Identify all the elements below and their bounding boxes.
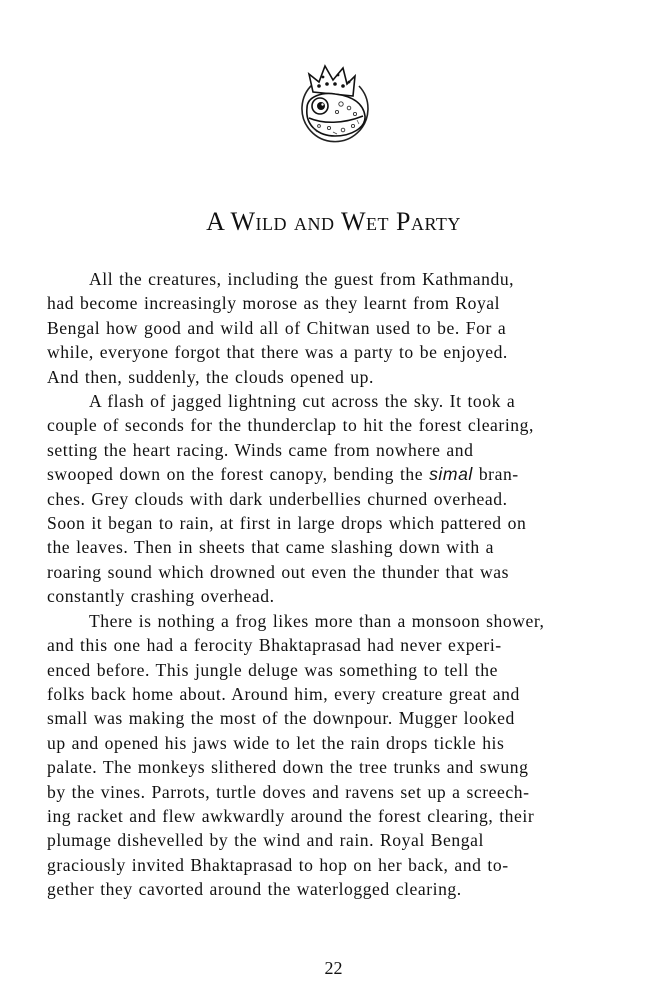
paragraph-2 bbox=[47, 389, 621, 609]
chapter-title: A Wild and Wet Party bbox=[206, 207, 461, 236]
text-line: Bengal how good and wild all of Chitwan used to be. For a bbox=[47, 317, 507, 338]
text-line: had become increasingly morose as they learnt from Royal bbox=[47, 293, 501, 314]
page-number: 22 bbox=[324, 958, 343, 978]
text-line: small was making the most of the downpour. Mugger looked bbox=[47, 708, 515, 729]
text-line: ing racket and flew awkwardly around the forest clearing, their bbox=[47, 805, 535, 826]
text-line: There is nothing a frog likes more than a monsoon shower, bbox=[89, 610, 545, 631]
text-line: A flash of jagged lightning cut across the sky. It took a bbox=[89, 391, 516, 412]
text-line: by the vines. Parrots, turtle doves and ravens set up a screech- bbox=[47, 781, 530, 802]
text-line: enced before. This jungle deluge was something to tell the bbox=[47, 659, 498, 680]
crowned-frog-icon bbox=[293, 62, 375, 152]
text-segment: bran- bbox=[472, 464, 519, 485]
simal-word: simal bbox=[429, 464, 473, 485]
text-line: couple of seconds for the thunderclap to hit the forest clearing, bbox=[47, 415, 534, 436]
text-line: roaring sound which drowned out even the thunder that was bbox=[47, 561, 510, 582]
text-line: graciously invited Bhaktaprasad to hop on her back, and to- bbox=[47, 854, 509, 875]
paragraph-1 bbox=[47, 267, 621, 389]
text-line bbox=[47, 462, 621, 486]
text-line: setting the heart racing. Winds came from nowhere and bbox=[47, 439, 474, 460]
text-line: up and opened his jaws wide to let the rain drops tickle his bbox=[47, 732, 505, 753]
text-line: while, everyone forgot that there was a party to be enjoyed. bbox=[47, 342, 508, 363]
text-line: ches. Grey clouds with dark underbellies churned overhead. bbox=[47, 488, 508, 509]
text-line: palate. The monkeys slithered down the tree trunks and swung bbox=[47, 757, 529, 778]
text-line: the leaves. Then in sheets that came slashing down with a bbox=[47, 537, 495, 558]
text-line: plumage dishevelled by the wind and rain. Royal Bengal bbox=[47, 830, 484, 851]
text-line: and this one had a ferocity Bhaktaprasad had never experi- bbox=[47, 635, 502, 656]
text-line: And then, suddenly, the clouds opened up. bbox=[47, 366, 374, 387]
text-segment: swooped down on the forest canopy, bending the bbox=[47, 464, 430, 485]
chapter-body bbox=[47, 267, 621, 902]
text-line: constantly crashing overhead. bbox=[47, 586, 275, 607]
text-line: Soon it began to rain, at first in large drops which pattered on bbox=[47, 513, 527, 534]
text-line: gether they cavorted around the waterlogged clearing. bbox=[47, 879, 462, 900]
text-line: folks back home about. Around him, every creature great and bbox=[47, 683, 520, 704]
paragraph-3 bbox=[47, 609, 621, 902]
text-line: All the creatures, including the guest from Kathmandu, bbox=[89, 269, 515, 289]
